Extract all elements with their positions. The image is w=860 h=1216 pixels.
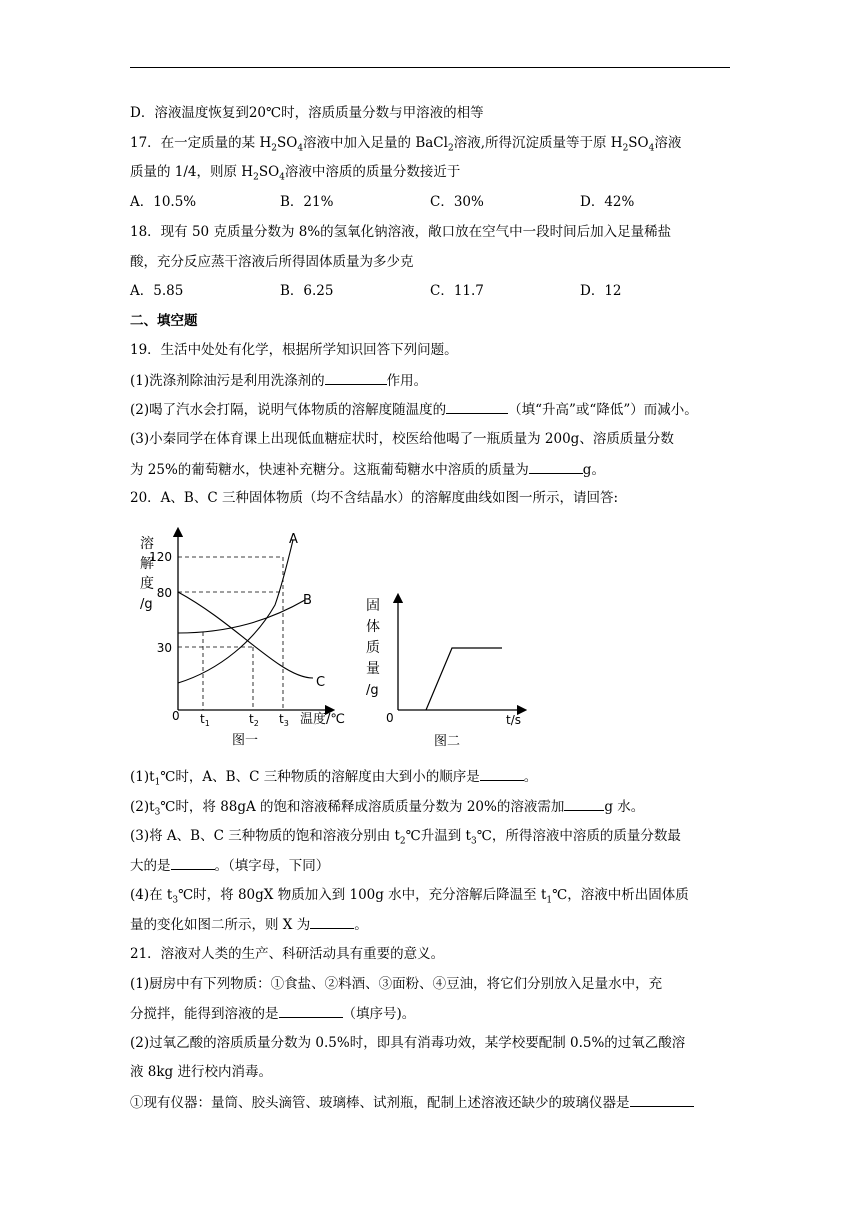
x-axis-label: t/s — [506, 713, 521, 727]
y-label-char: /g — [366, 683, 379, 698]
q21-part-1-line-1: (1)厨房中有下列物质：①食盐、②料酒、③面粉、④豆油，将它们分别放入足量水中，充 — [130, 976, 663, 992]
x-axis-label: 温度/℃ — [300, 712, 345, 727]
q17-option-a[interactable]: A．10.5% — [130, 194, 197, 210]
y-tick-label: 30 — [156, 641, 172, 655]
q19-part-3-line-2: 为 25%的葡萄糖水，快速补充糖分。这瓶葡萄糖水中溶质的质量为 g。 — [130, 459, 605, 480]
figure-1-solubility-chart — [130, 520, 370, 755]
origin-label: 0 — [386, 711, 394, 725]
y-label-char: 度 — [140, 576, 154, 592]
q20-part-3-line-2: 大的是 。（填字母，下同） — [130, 855, 329, 876]
curve-label-c: C — [316, 675, 326, 690]
curve-c — [178, 592, 313, 678]
q18-line-1: 18．现有 50 克质量分数为 8%的氢氧化钠溶液，敞口放在空气中一段时间后加入足量稀盐 — [130, 224, 672, 240]
x-tick-label: $t_2$ — [249, 712, 259, 728]
y-label-char: 质 — [366, 640, 380, 656]
y-label-char: 溶 — [140, 536, 154, 552]
origin-label: 0 — [172, 709, 180, 723]
answer-blank[interactable] — [446, 399, 508, 414]
answer-blank[interactable] — [630, 1092, 694, 1107]
y-tick-label: 120 — [149, 550, 172, 564]
figure-1-caption: 图一 — [232, 733, 259, 748]
header-rule — [130, 67, 730, 68]
curve-label-b: B — [303, 593, 312, 608]
q21-part-1-line-2: 分搅拌，能得到溶液的是 （填序号)。 — [130, 1003, 415, 1024]
mass-curve — [426, 648, 502, 710]
y-label-char: 量 — [366, 661, 380, 677]
answer-blank[interactable] — [171, 855, 215, 870]
answer-blank[interactable] — [480, 766, 524, 781]
q19-intro: 19．生活中处处有化学，根据所学知识回答下列问题。 — [130, 342, 458, 358]
q21-part-3: ①现有仪器：量筒、胶头滴管、玻璃棒、试剂瓶，配制上述溶液还缺少的玻璃仪器是 — [130, 1092, 694, 1113]
q17-option-d[interactable]: D．42% — [580, 194, 635, 210]
y-label-char: 解 — [140, 556, 154, 572]
q20-intro: 20．A、B、C 三种固体物质（均不含结晶水）的溶解度曲线如图一所示，请回答: — [130, 490, 619, 506]
q18-option-c[interactable]: C．11.7 — [430, 283, 484, 299]
q20-part-4-line-2: 量的变化如图二所示，则 X 为 。 — [130, 914, 368, 935]
section-heading: 二、填空题 — [130, 313, 198, 329]
q17-option-c[interactable]: C．30% — [430, 194, 484, 210]
q21-part-2-line-1: (2)过氧乙酸的溶质质量分数为 0.5%时，即具有消毒功效，某学校要配制 0.5%的过氧乙酸溶 — [130, 1035, 686, 1051]
x-tick-label: $t_1$ — [200, 712, 210, 728]
q20-part-3-line-1: (3)将 A、B、C 三种物质的饱和溶液分别由 $t_2℃$升温到 $t_3℃$，所得溶液中溶质的质量分数最 — [130, 828, 681, 847]
q18-option-d[interactable]: D．12 — [580, 283, 622, 299]
q16-option-d: D．溶液温度恢复到20℃时，溶质质量分数与甲溶液的相等 — [130, 105, 484, 121]
answer-blank[interactable] — [279, 1003, 343, 1018]
answer-blank[interactable] — [325, 370, 387, 385]
q21-part-2-line-2: 液 8kg 进行校内消毒。 — [130, 1064, 272, 1080]
figure-2-caption: 图二 — [434, 734, 461, 749]
answer-blank[interactable] — [529, 459, 583, 474]
q19-part-3-line-1: (3)小秦同学在体育课上出现低血糖症状时，校医给他喝了一瓶质量为 200g、溶质质量分数 — [130, 431, 674, 447]
q17-line-1: 17．在一定质量的某 $H_2SO_4$溶液中加入足量的 BaCl$_2$溶液,所得沉淀质量等于原 $H_2SO_4$溶液 — [130, 135, 682, 154]
q20-part-2: $(2)t_3℃$时，将 88gA 的饱和溶液稀释成溶质质量分数为 20%的溶液需加 g 水。 — [130, 796, 644, 823]
q17-option-b[interactable]: B．21% — [280, 194, 334, 210]
y-label-char: 体 — [366, 619, 380, 635]
q17-line-2: 质量的 1/4，则原 $H_2SO_4$溶液中溶质的质量分数接近于 — [130, 164, 461, 183]
y-label-char: /g — [140, 597, 153, 612]
y-tick-label: 80 — [156, 586, 172, 600]
q20-part-4-line-1: (4)在 $t_3℃$时，将 80gX 物质加入到 100g 水中，充分溶解后降温至 $t_1℃$，溶液中析出固体质 — [130, 887, 689, 906]
curve-label-a: A — [289, 532, 298, 547]
answer-blank[interactable] — [564, 796, 604, 811]
answer-blank[interactable] — [310, 914, 354, 929]
y-label-char: 固 — [366, 598, 380, 614]
q20-part-1: $(1)t_1℃$时，A、B、C 三种物质的溶解度由大到小的顺序是 。 — [130, 766, 537, 793]
q18-option-b[interactable]: B．6.25 — [280, 283, 334, 299]
q18-line-2: 酸，充分反应蒸干溶液后所得固体质量为多少克 — [130, 254, 414, 270]
q18-option-a[interactable]: A．5.85 — [130, 283, 184, 299]
figure-2-solid-mass-chart — [362, 590, 537, 755]
q19-part-2: (2)喝了汽水会打隔，说明气体物质的溶解度随温度的 （填“升高”或“降低”）而减小。 — [130, 399, 698, 420]
q19-part-1: (1)洗涤剂除油污是利用洗涤剂的 作用。 — [130, 370, 427, 391]
x-tick-label: $t_3$ — [279, 712, 289, 728]
q21-intro: 21．溶液对人类的生产、科研活动具有重要的意义。 — [130, 946, 445, 962]
curve-b — [178, 600, 305, 633]
